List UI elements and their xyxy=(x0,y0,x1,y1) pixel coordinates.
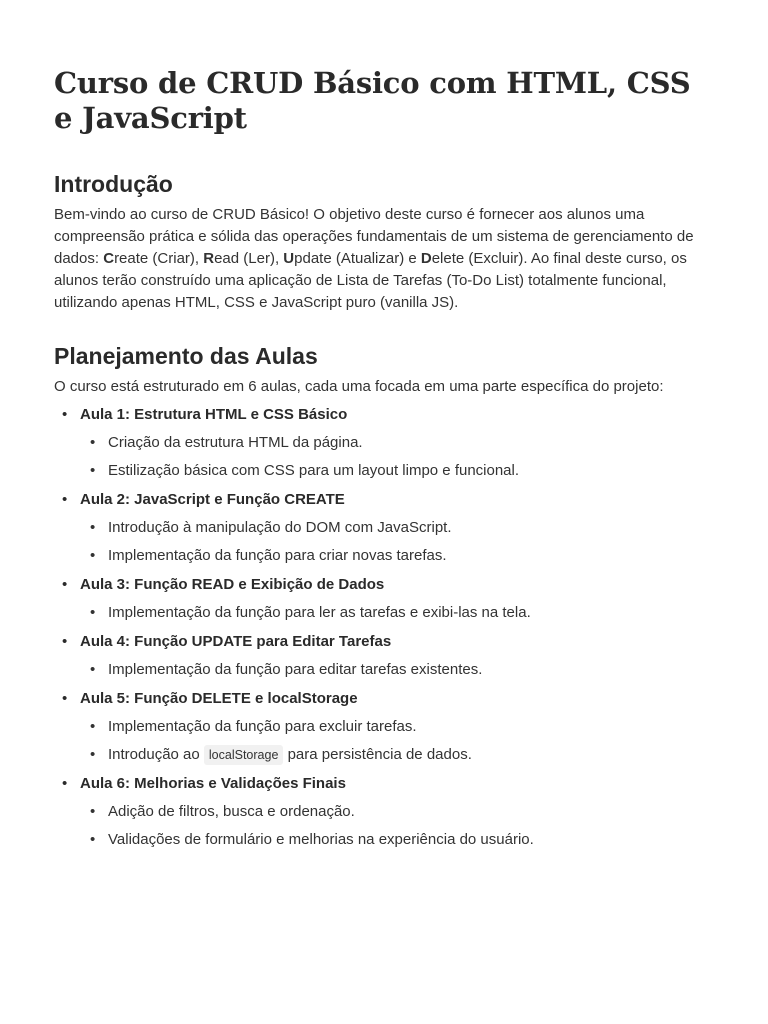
list-item: • Implementação da função para ler as tarefas e exibi-las na tela. xyxy=(80,602,714,624)
lesson-items xyxy=(80,801,714,851)
intro-heading: Introdução xyxy=(54,171,173,197)
list-item xyxy=(54,773,714,851)
lesson-items xyxy=(80,432,714,482)
list-item: • Estilização básica com CSS para um layout limpo e funcional. xyxy=(80,460,714,482)
lesson-title: • Aula 6: Melhorias e Validações Finais xyxy=(80,775,346,792)
list-item: • Criação da estrutura HTML da página. xyxy=(80,432,714,454)
list-item: • Adição de filtros, busca e ordenação. xyxy=(80,801,714,823)
crud-r-rest: ead (Ler), xyxy=(214,250,284,267)
intro-paragraph xyxy=(54,204,714,314)
lesson-items xyxy=(80,517,714,567)
plan-heading: Planejamento das Aulas xyxy=(54,343,318,369)
crud-d-rest: elete (Excluir). Ao final deste curso, os alunos terão construído uma aplicação de Lista de Tarefas (To-Do List) totalmente funcional, utilizando apenas HTML, CSS e JavaScript puro (vanilla JS). xyxy=(54,250,687,311)
list-item xyxy=(80,744,714,766)
crud-u-rest: pdate (Atualizar) e xyxy=(294,250,421,267)
lesson-title: • Aula 2: JavaScript e Função CREATE xyxy=(80,491,345,508)
crud-r: R xyxy=(203,250,215,267)
code-item-after: para persistência de dados. xyxy=(283,746,472,763)
plan-paragraph: O curso está estruturado em 6 aulas, cada uma focada em uma parte específica do projeto: xyxy=(54,378,664,395)
crud-c: C xyxy=(103,250,115,267)
crud-c-rest: reate (Criar), xyxy=(114,250,204,267)
list-item: • Validações de formulário e melhorias na experiência do usuário. xyxy=(80,829,714,851)
lesson-items xyxy=(80,602,714,624)
lesson-items xyxy=(80,716,714,766)
inline-code: localStorage xyxy=(204,745,284,765)
lesson-items xyxy=(80,659,714,681)
page-title: Curso de CRUD Básico com HTML, CSS e JavaScript xyxy=(54,66,691,135)
intro-text: Bem-vindo ao curso de CRUD Básico! O objetivo deste curso é fornecer aos alunos uma compreensão prática e sólida das operações fundamentais de um sistema de gerenciamento de dados: xyxy=(54,206,694,267)
list-item xyxy=(54,631,714,681)
lesson-title: • Aula 5: Função DELETE e localStorage xyxy=(80,690,358,707)
list-item xyxy=(54,489,714,567)
crud-d: D xyxy=(420,250,432,267)
list-item: • Introdução à manipulação do DOM com JavaScript. xyxy=(80,517,714,539)
code-item-before: Introdução ao xyxy=(108,746,204,763)
list-item: • Implementação da função para criar novas tarefas. xyxy=(80,545,714,567)
list-item: • Implementação da função para editar tarefas existentes. xyxy=(80,659,714,681)
list-item xyxy=(54,404,714,482)
list-item: • Implementação da função para excluir tarefas. xyxy=(80,716,714,738)
lesson-title: • Aula 3: Função READ e Exibição de Dados xyxy=(80,576,385,593)
lesson-list xyxy=(54,404,714,851)
list-item xyxy=(54,688,714,766)
lesson-title: • Aula 1: Estrutura HTML e CSS Básico xyxy=(80,406,348,423)
list-item xyxy=(54,574,714,624)
lesson-title: • Aula 4: Função UPDATE para Editar Tarefas xyxy=(80,633,392,650)
crud-u: U xyxy=(283,250,295,267)
